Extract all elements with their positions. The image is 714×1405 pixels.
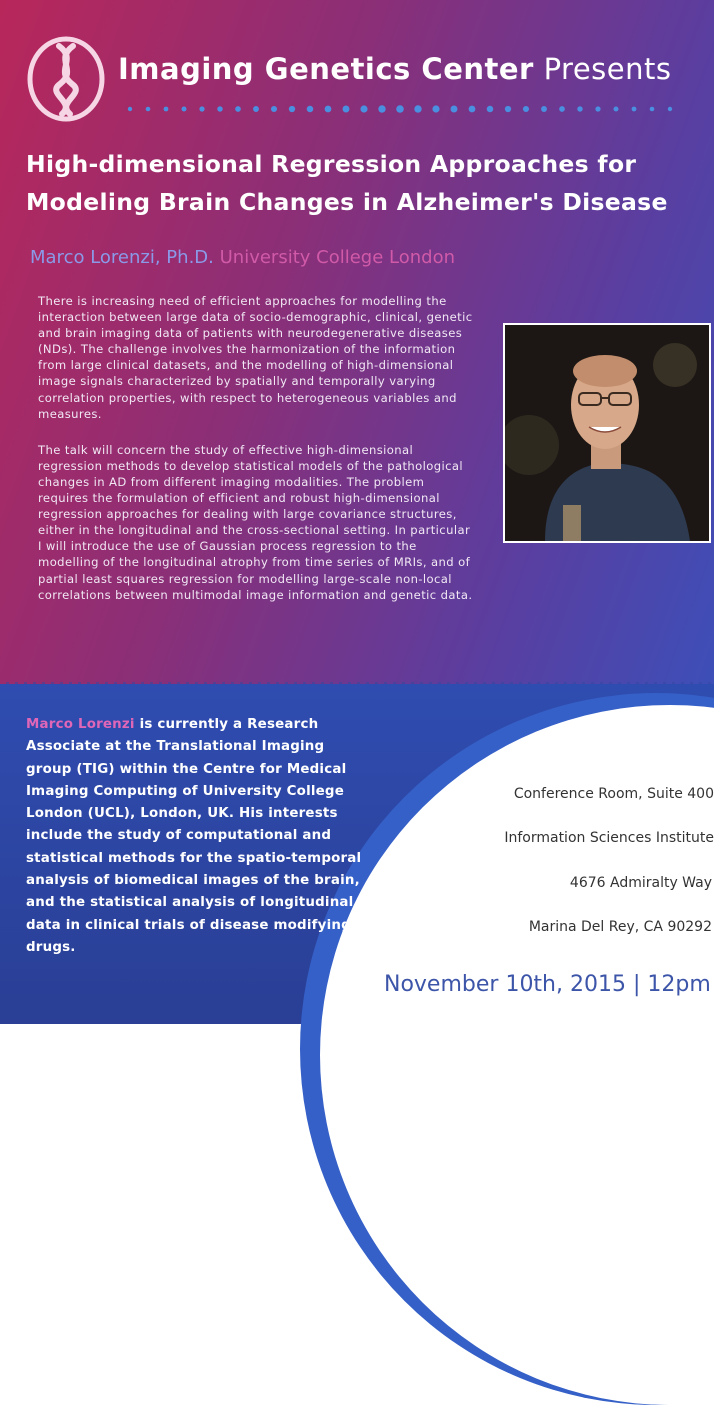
event-time: 12pm bbox=[647, 972, 711, 997]
decorative-dot bbox=[577, 106, 582, 111]
decorative-dot bbox=[307, 106, 314, 113]
decorative-dot bbox=[325, 106, 332, 113]
decorative-dot bbox=[164, 107, 169, 112]
speaker-name: Marco Lorenzi, Ph.D. bbox=[30, 247, 214, 268]
decorative-dot bbox=[289, 106, 295, 112]
bio-name: Marco Lorenzi bbox=[26, 717, 135, 732]
decorative-dot bbox=[559, 106, 565, 112]
dna-logo-icon bbox=[26, 36, 106, 122]
decorative-dot bbox=[199, 106, 204, 111]
location-street: 4676 Admiralty Way bbox=[569, 875, 712, 891]
location-city: Marina Del Rey, CA 90292 bbox=[528, 919, 712, 935]
decorative-dot bbox=[253, 106, 259, 112]
organization-name: Imaging Genetics Center bbox=[118, 52, 534, 86]
decorative-dot bbox=[235, 106, 241, 112]
decorative-dot bbox=[432, 105, 439, 112]
decorative-dot bbox=[650, 107, 655, 112]
talk-title bbox=[26, 145, 696, 221]
abstract-paragraph-1: There is increasing need of efficient approaches for modelling the interaction between large data of socio-demographic, clinical, genetic and brain imaging data of patients with neurodegenerative diseases (NDs). The challenge involves the harmonization of the information from large clinical datasets, and the modelling of high-dimensional image signals characterized by spatially and temporally varying correlation properties, with respect to heterogeneous variables and measures. bbox=[38, 294, 473, 421]
event-date: November 10th, 2015 bbox=[384, 972, 626, 997]
decorative-dot bbox=[343, 106, 350, 113]
decorative-dot bbox=[128, 107, 132, 111]
abstract-paragraph-2: The talk will concern the study of effective high-dimensional regression methods to develop statistical models of the pathological changes in AD from different imaging modalities. The problem requires the formulation of efficient and robust high-dimensional regression approaches for dealing with large covariance structures, either in the longitudinal and the cross-sectional setting. In particular I will introduce the use of Gaussian process regression to the modelling of the longitudinal atrophy from time series of MRIs, and of partial least squares regression for modelling large-scale non-local correlations between multimodal image information and genetic data. bbox=[38, 442, 473, 602]
decorative-dot bbox=[595, 106, 600, 111]
location-institute: Information Sciences Institute bbox=[504, 830, 714, 846]
organization-title bbox=[118, 52, 671, 86]
decorative-dot bbox=[217, 106, 222, 111]
decorative-dot bbox=[360, 105, 367, 112]
event-separator: | bbox=[632, 972, 641, 997]
talk-title-line-1: High-dimensional Regression Approaches for bbox=[26, 150, 637, 178]
decorative-dot bbox=[451, 106, 458, 113]
decorative-dot bbox=[271, 106, 277, 112]
speaker-line bbox=[30, 247, 455, 268]
decorative-dot bbox=[396, 105, 404, 113]
bio-text: is currently a Research Associate at the Translational Imaging group (TIG) within the Centre for Medical Imaging Computing of University College London (UCL), London, UK. His interests include the study of computational and statistical methods for the spatio-temporal analysis of biomedical images of the brain, and the statistical analysis of longitudinal data in clinical trials of disease modifying drugs. bbox=[26, 717, 362, 955]
decorative-dot bbox=[414, 105, 421, 112]
decorative-dot bbox=[505, 106, 511, 112]
presents-label: Presents bbox=[543, 52, 672, 86]
abstract bbox=[38, 293, 478, 623]
decorative-dot-row bbox=[126, 104, 686, 114]
speaker-institution: University College London bbox=[219, 247, 455, 268]
speaker-photo bbox=[503, 323, 711, 543]
decorative-dot bbox=[181, 106, 186, 111]
decorative-dot bbox=[541, 106, 547, 112]
decorative-dot bbox=[523, 106, 529, 112]
talk-title-line-2: Modeling Brain Changes in Alzheimer's Disease bbox=[26, 188, 668, 216]
decorative-dot bbox=[378, 105, 385, 112]
speaker-bio bbox=[26, 714, 371, 959]
decorative-dot bbox=[668, 107, 672, 111]
event-datetime bbox=[384, 972, 711, 997]
decorative-dot bbox=[146, 107, 151, 112]
decorative-dot bbox=[469, 106, 476, 113]
decorative-dot bbox=[613, 106, 618, 111]
decorative-dot bbox=[487, 106, 494, 113]
decorative-dot bbox=[632, 107, 637, 112]
location-room: Conference Room, Suite 400 bbox=[513, 786, 714, 802]
